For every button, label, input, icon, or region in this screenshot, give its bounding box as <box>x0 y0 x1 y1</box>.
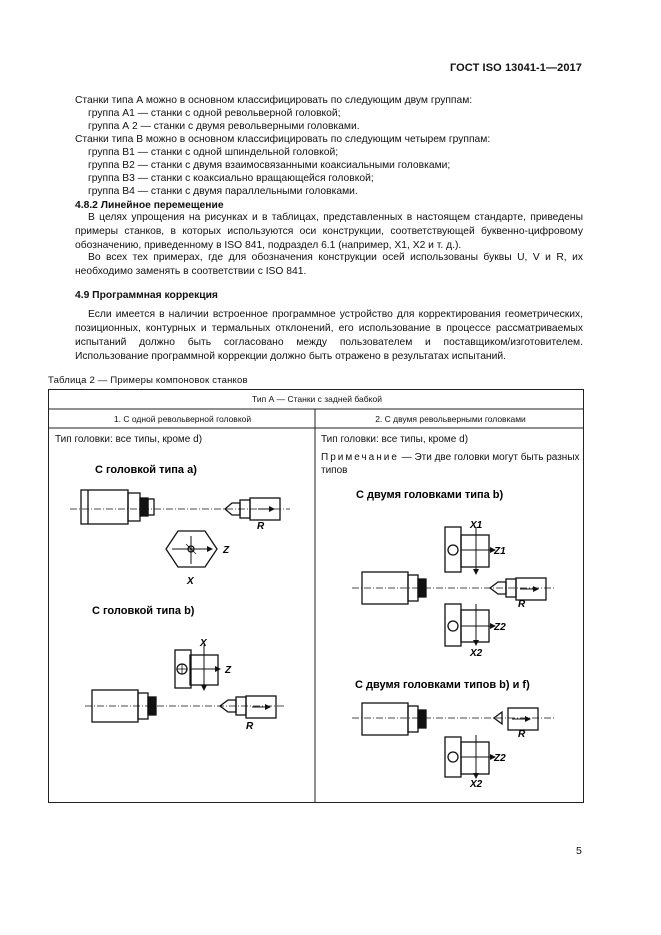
right-headtype: Тип головки: все типы, кроме d) <box>321 434 469 445</box>
group-a1: группа А1 — станки с одной револьверной головкой; <box>88 108 341 119</box>
axis-label-z2-bf: Z2 <box>494 753 506 764</box>
page-number: 5 <box>576 845 582 857</box>
section-49-p1: Если имеется в наличии встроенное программное устройство для корректирования геометрических, позиционных, контурных и термальных отклонений, его использование в процессе рассматриваемых испытаний должно быть согласовано между пользователем и поставщиком/изготовителем. Использование программной коррекции должно быть отражено в результатах испытаний. <box>75 309 583 362</box>
section-482-p2: Во всех тех примерах, где для обозначения конструкции осей использованы буквы U, V и R, их необходимо заменять в соответствии с ISO 841. <box>75 252 583 277</box>
axis-label-z2: Z2 <box>494 622 506 633</box>
axis-label-z-b: Z <box>225 665 232 676</box>
right-fig-bf-drawing <box>352 703 555 778</box>
table-caption: Таблица 2 — Примеры компоновок станков <box>48 375 248 386</box>
col1-header: 1. С одной револьверной головкой <box>113 414 252 424</box>
axis-label-x2: X2 <box>470 648 483 659</box>
axis-label-r: R <box>257 521 265 532</box>
note-text-2: типов <box>321 465 348 476</box>
axis-label-z1: Z1 <box>494 546 506 557</box>
group-b3: группа В3 — станки с коаксиально вращающейся головкой; <box>88 173 374 184</box>
left-fig-b-drawing <box>85 645 285 722</box>
axis-label-r-b: R <box>246 721 254 732</box>
right-fig-b-title: С двумя головками типа b) <box>356 489 504 501</box>
right-fig-b-drawing <box>352 527 555 646</box>
group-b2: группа В2 — станки с двумя взаимосвязанными коаксиальными головками; <box>88 160 451 171</box>
col2-header: 2. С двумя револьверными головками <box>375 414 526 424</box>
axis-label-r-bf: R <box>518 729 526 740</box>
table-header: Тип А — Станки с задней бабкой <box>252 394 382 404</box>
axis-label-x2-bf: X2 <box>470 779 483 790</box>
axis-label-x-b: X <box>200 638 207 649</box>
axis-label-x: X <box>187 576 194 587</box>
right-fig-bf-title: С двумя головками типов b) и f) <box>355 679 530 691</box>
group-b1: группа В1 — станки с одной шпиндельной головкой; <box>88 147 339 158</box>
left-fig-b-title: С головкой типа b) <box>92 605 195 617</box>
typeA-intro: Станки типа А можно в основном классифицировать по следующим двум группам: <box>75 95 473 106</box>
note-text: — Эти две головки могут быть разных <box>398 452 580 463</box>
section-482-p1: В целях упрощения на рисунках и в таблицах, представленных в настоящем стандарте, приведены примеры станков, в которых используются оси конструкции, соответствующей буквенно-цифровому обозначению, приведенному в ISO 841, подраздел 6.1 (например, X1, X2 и т. д.). <box>75 212 583 251</box>
axis-label-x1: X1 <box>470 520 483 531</box>
note-label: Примечание <box>321 452 399 463</box>
section-49-heading: 4.9 Программная коррекция <box>75 290 218 301</box>
group-b4: группа В4 — станки с двумя параллельными головками. <box>88 186 358 197</box>
page-header: ГОСТ ISO 13041-1—2017 <box>449 62 582 74</box>
axis-label-r-right: R <box>518 599 526 610</box>
typeB-intro: Станки типа В можно в основном классифицировать по следующим четырем группам: <box>75 134 491 145</box>
left-fig-a-title: С головкой типа а) <box>95 464 197 476</box>
section-482-heading: 4.8.2 Линейное перемещение <box>75 200 224 211</box>
left-headtype: Тип головки: все типы, кроме d) <box>55 434 203 445</box>
group-a2: группа А 2 — станки с двумя револьверными головками. <box>88 121 360 132</box>
axis-label-z: Z <box>223 545 230 556</box>
